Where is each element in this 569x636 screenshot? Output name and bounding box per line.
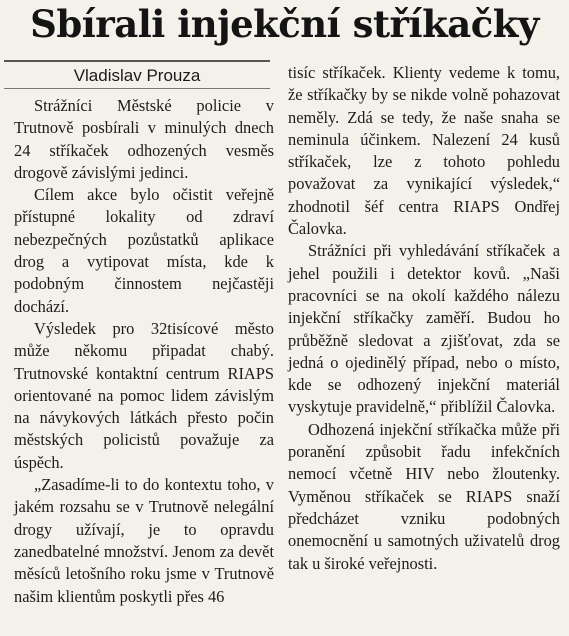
article-column-2: [288, 62, 560, 575]
article-byline: Vladislav Prouza: [73, 66, 201, 85]
paragraph: „Zasadíme-li to do kontextu toho, v jakém rozsahu se v Trutnově nelegální drogy užívají, je to opravdu zanedbatelné množství. Jenom za devět měsíců letošního roku jsme v Trutnově našim klientům poskytli přes 46: [14, 475, 274, 606]
paragraph: Cílem akce bylo očistit veřejně přístupné lokality od zdraví nebezpečných pozůstatků aplikace drog a vytipovat místa, kde k podobným činnostem nejčastěji dochází.: [14, 185, 274, 316]
byline-rule-bottom: [4, 88, 270, 89]
paragraph: Výsledek pro 32tisícové město může někomu připadat chabý. Trutnovské kontaktní centrum RIAPS orientované na pomoc lidem závislým na návykových látkách přesto počin městských policistů považuje za úspěch.: [14, 318, 274, 472]
paragraph: Strážníci Městské policie v Trutnově posbírali v minulých dnech 24 stříkaček odhozených vesměs drogově závislými jedinci.: [14, 96, 274, 182]
article-column-1: [14, 95, 274, 608]
paragraph: Odhozená injekční stříkačka může při poranění způsobit řadu infekčních nemocí včetně HIV nebo žloutenky. Vyměnou stříkaček se RIAPS snaží předcházet vzniku podobných onemocnění u samotných uživatelů drog tak u široké veřejnosti.: [288, 419, 560, 573]
article-headline: Sbírali injekční stříkačky: [30, 2, 539, 46]
byline-rule-top: [4, 60, 270, 62]
paragraph: Strážníci při vyhledávání stříkaček a jehel použili i detektor kovů. „Naši pracovníci se na okolí každého nálezu injekční stříkačky zaměří. Budou ho průběžně sledovat a zjišťovat, zda se jedná o ojedinělý případ, nebo o místo, kde se odhozený injekční materiál vyskytuje pravidelně,“ přiblížil Čalovka.: [288, 241, 560, 417]
paragraph: tisíc stříkaček. Klienty vedeme k tomu, že stříkačky by se nikde volně pohazovat neměly. Zdá se tedy, že naše snaha se neminula účinkem. Nalezení 24 kusů stříkaček, lze z tohoto pohledu považovat za vynikající výsledek,“ zhodnotil šéf centra RIAPS Ondřej Čalovka.: [288, 63, 560, 239]
